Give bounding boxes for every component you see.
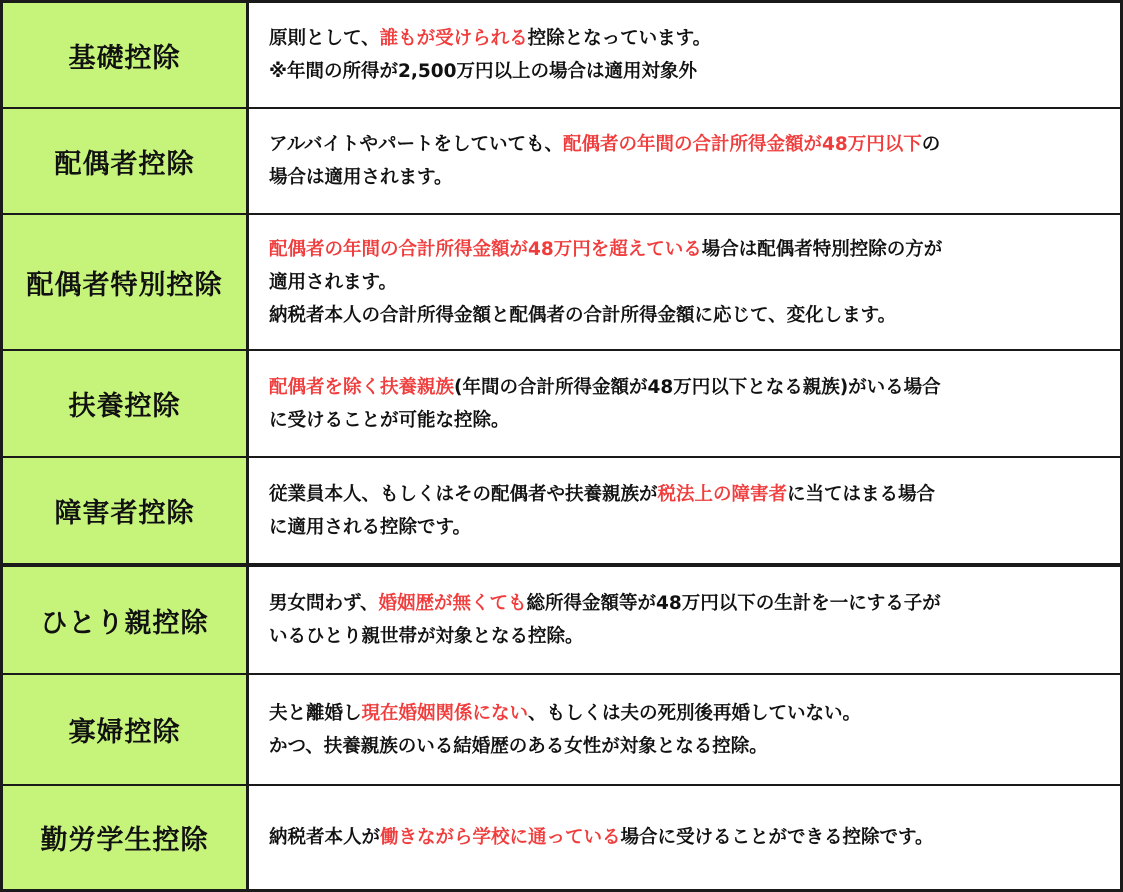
row-label-cell xyxy=(3,458,249,563)
description-line xyxy=(269,233,1100,266)
text-segment: に適用される控除です。 xyxy=(269,516,472,538)
row-description xyxy=(249,786,1120,889)
table-row xyxy=(3,3,1120,109)
row-description xyxy=(249,675,1120,784)
text-segment: かつ、扶養親族のいる結婚歴のある女性が対象となる控除。 xyxy=(269,735,768,757)
row-label: 配偶者特別控除 xyxy=(26,269,223,301)
highlighted-text: 現在婚姻関係にない xyxy=(361,702,529,724)
row-description xyxy=(249,567,1120,673)
description-line xyxy=(269,266,1100,299)
text-segment: アルバイトやパートをしていても、 xyxy=(269,134,563,155)
text-segment: 控除となっています。 xyxy=(527,28,712,49)
row-label-cell xyxy=(3,675,249,784)
description-line xyxy=(269,730,1100,763)
description-line xyxy=(269,299,1100,332)
row-label: 障害者控除 xyxy=(54,498,195,529)
table-row xyxy=(3,675,1120,786)
description-line xyxy=(269,697,1100,730)
table-row xyxy=(3,215,1120,351)
row-description xyxy=(249,458,1120,563)
row-description xyxy=(249,351,1120,456)
text-segment: 、もしくは夫の死別後再婚していない。 xyxy=(528,702,862,724)
highlighted-text: 配偶者の年間の合計所得金額が48万円を超えている xyxy=(269,238,702,260)
row-label: 勤労学生控除 xyxy=(40,825,209,856)
description-line xyxy=(269,478,1100,511)
description-line xyxy=(269,22,1100,55)
highlighted-text: 婚姻歴が無くても xyxy=(378,593,527,614)
row-description xyxy=(249,215,1120,349)
row-label: ひとり親控除 xyxy=(40,607,209,639)
description-line xyxy=(269,587,1100,620)
description-line xyxy=(269,128,1100,161)
description-line xyxy=(269,404,1100,437)
row-label-cell xyxy=(3,786,249,889)
highlighted-text: 税法上の障害者 xyxy=(657,483,788,505)
description-line xyxy=(269,161,1100,194)
row-label: 基礎控除 xyxy=(68,42,181,74)
text-segment: ※年間の所得が2,500万円以上の場合は適用対象外 xyxy=(269,61,698,82)
row-description xyxy=(249,3,1120,107)
text-segment: 適用されます。 xyxy=(269,271,398,293)
text-segment: 原則として、 xyxy=(269,28,380,49)
text-segment: の xyxy=(921,134,941,155)
text-segment: に受けることが可能な控除。 xyxy=(269,409,510,431)
description-line xyxy=(269,511,1100,544)
highlighted-text: 配偶者の年間の合計所得金額が48万円以下 xyxy=(562,134,922,155)
text-segment: 場合は適用されます。 xyxy=(269,167,453,188)
row-label: 扶養控除 xyxy=(68,391,181,422)
table-row xyxy=(3,786,1120,889)
text-segment: 納税者本人が xyxy=(269,827,381,848)
text-segment: (年間の合計所得金額が48万円以下となる親族)がいる場合 xyxy=(454,376,941,398)
table-row xyxy=(3,351,1120,458)
row-label-cell xyxy=(3,109,249,213)
highlighted-text: 働きながら学校に通っている xyxy=(380,827,621,848)
text-segment: 夫と離婚し xyxy=(269,702,362,724)
text-segment: いるひとり親世帯が対象となる控除。 xyxy=(269,626,584,647)
description-line xyxy=(269,371,1100,404)
text-segment: に当てはまる場合 xyxy=(787,483,936,505)
highlighted-text: 配偶者を除く扶養親族 xyxy=(269,376,455,398)
description-line xyxy=(269,821,1100,854)
description-line xyxy=(269,55,1100,88)
text-segment: 従業員本人、もしくはその配偶者や扶養親族が xyxy=(269,483,658,505)
text-segment: 総所得金額等が48万円以下の生計を一にする子が xyxy=(526,593,941,614)
row-label-cell xyxy=(3,351,249,456)
row-label: 配偶者控除 xyxy=(54,148,195,180)
table-row xyxy=(3,567,1120,675)
text-segment: 納税者本人の合計所得金額と配偶者の合計所得金額に応じて、変化します。 xyxy=(269,304,897,326)
row-label-cell xyxy=(3,567,249,673)
text-segment: 場合に受けることができる控除です。 xyxy=(620,827,934,848)
highlighted-text: 誰もが受けられる xyxy=(379,28,528,49)
row-label-cell xyxy=(3,215,249,349)
row-label-cell xyxy=(3,3,249,107)
table-row xyxy=(3,109,1120,215)
table-row xyxy=(3,458,1120,567)
description-line xyxy=(269,620,1100,653)
row-description xyxy=(249,109,1120,213)
row-label: 寡婦控除 xyxy=(68,717,181,748)
text-segment: 男女問わず、 xyxy=(269,593,379,614)
text-segment: 場合は配偶者特別控除の方が xyxy=(701,238,943,260)
